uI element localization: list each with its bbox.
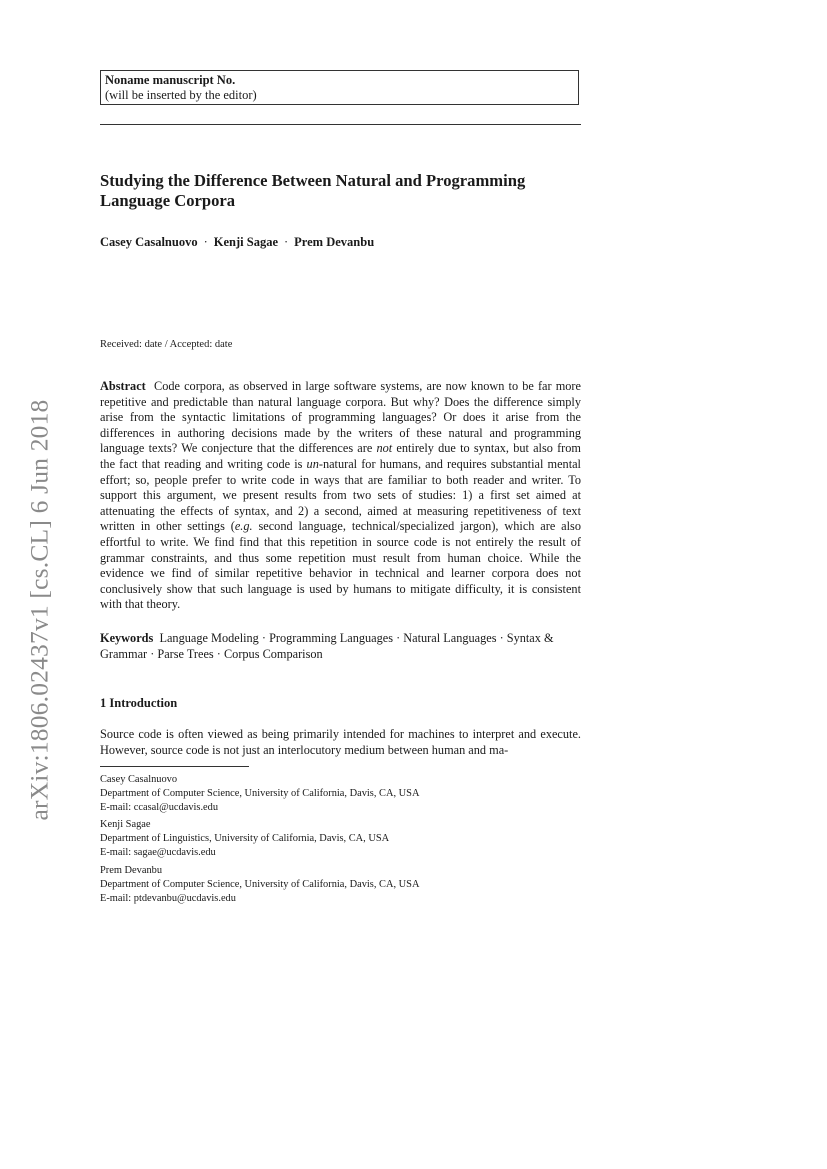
- affiliation-block: [100, 818, 389, 859]
- affiliation-block: [100, 773, 419, 814]
- arxiv-identifier-stamp: [18, 375, 62, 845]
- affiliation-name: Casey Casalnuovo: [100, 774, 178, 785]
- keywords-label: Keywords: [100, 631, 154, 645]
- footnote-rule: [100, 766, 249, 767]
- author-separator: ·: [284, 235, 289, 249]
- author-name: Kenji Sagae: [213, 235, 278, 249]
- author-list: [100, 235, 374, 250]
- abstract-emphasis: not: [376, 441, 393, 456]
- section-heading: [100, 696, 177, 711]
- section-title: Introduction: [109, 696, 178, 710]
- affiliation-email: E-mail: ccasal@ucdavis.edu: [100, 801, 219, 813]
- keywords: [100, 630, 581, 662]
- abstract-text: second language, technical/specialized jargon), which are also effortful to write. We find find that this repetition in source code is not entirely the result of grammar constraints, and thus some repetition must result from human choice. While the evidence we find of similar repetitive behavior in technical and learner corpora does not conclusively show that such language is used by humans to mitigate difficulty, it is consistent with that theory.: [100, 519, 581, 612]
- abstract-text: Code corpora, as observed in large software systems, are now known to be far more repetitive and predictable than natural language corpora. But why? Does the difference simply arise from the syntactic limitations of programming languages? Or does it arise from the differences in authoring decisions made by the writers of these natural and programming language texts? We conjecture that the differences are: [100, 379, 581, 456]
- manuscript-number: Noname manuscript No.: [105, 73, 236, 87]
- editor-note: (will be inserted by the editor): [105, 88, 257, 102]
- affiliation-department: Department of Computer Science, University of California, Davis, CA, USA: [100, 787, 420, 799]
- abstract-text: -natural for humans, and requires substantial mental effort; so, people prefer to write code in ways that are familiar to both reader and writer. To support this argument, we present results from two sets of studies: 1) a first set aimed at attenuating the effects of syntax, and 2) a second, aimed at measuring repetitiveness of text written in other settings (: [100, 456, 581, 534]
- section-number: 1: [100, 696, 107, 710]
- header-rule: [100, 124, 581, 125]
- abstract-text: entirely due to syntax, but also from the fact that reading and writing code is: [100, 441, 581, 471]
- received-accepted-dates: Received: date / Accepted: date: [100, 339, 233, 350]
- abstract-emphasis: e.g.: [234, 519, 253, 534]
- author-separator: ·: [203, 235, 208, 249]
- paper-title: Studying the Difference Between Natural and Programming Language Corpora: [100, 171, 526, 210]
- arxiv-identifier-text: arXiv:1806.02437v1 [cs.CL] 6 Jun 2018: [25, 399, 54, 821]
- affiliation-department: Department of Computer Science, University of California, Davis, CA, USA: [100, 878, 420, 890]
- manuscript-header-box: [100, 70, 579, 105]
- author-name: Prem Devanbu: [294, 235, 375, 249]
- affiliation-email: E-mail: sagae@ucdavis.edu: [100, 846, 216, 858]
- keywords-text: Language Modeling · Programming Languages · Natural Languages · Syntax & Grammar · Parse Trees · Corpus Comparison: [100, 631, 554, 661]
- abstract-label: Abstract: [100, 379, 146, 393]
- affiliation-department: Department of Linguistics, University of California, Davis, CA, USA: [100, 832, 390, 844]
- abstract-emphasis: un: [306, 456, 319, 471]
- abstract: [100, 379, 581, 613]
- affiliation-email: E-mail: ptdevanbu@ucdavis.edu: [100, 892, 236, 904]
- introduction-paragraph: Source code is often viewed as being primarily intended for machines to interpret and execute. However, source code is not just an interlocutory medium between human and ma-: [100, 727, 581, 757]
- affiliation-block: [100, 864, 419, 905]
- affiliation-name: Prem Devanbu: [100, 865, 163, 876]
- affiliation-name: Kenji Sagae: [100, 819, 151, 830]
- author-name: Casey Casalnuovo: [100, 235, 198, 249]
